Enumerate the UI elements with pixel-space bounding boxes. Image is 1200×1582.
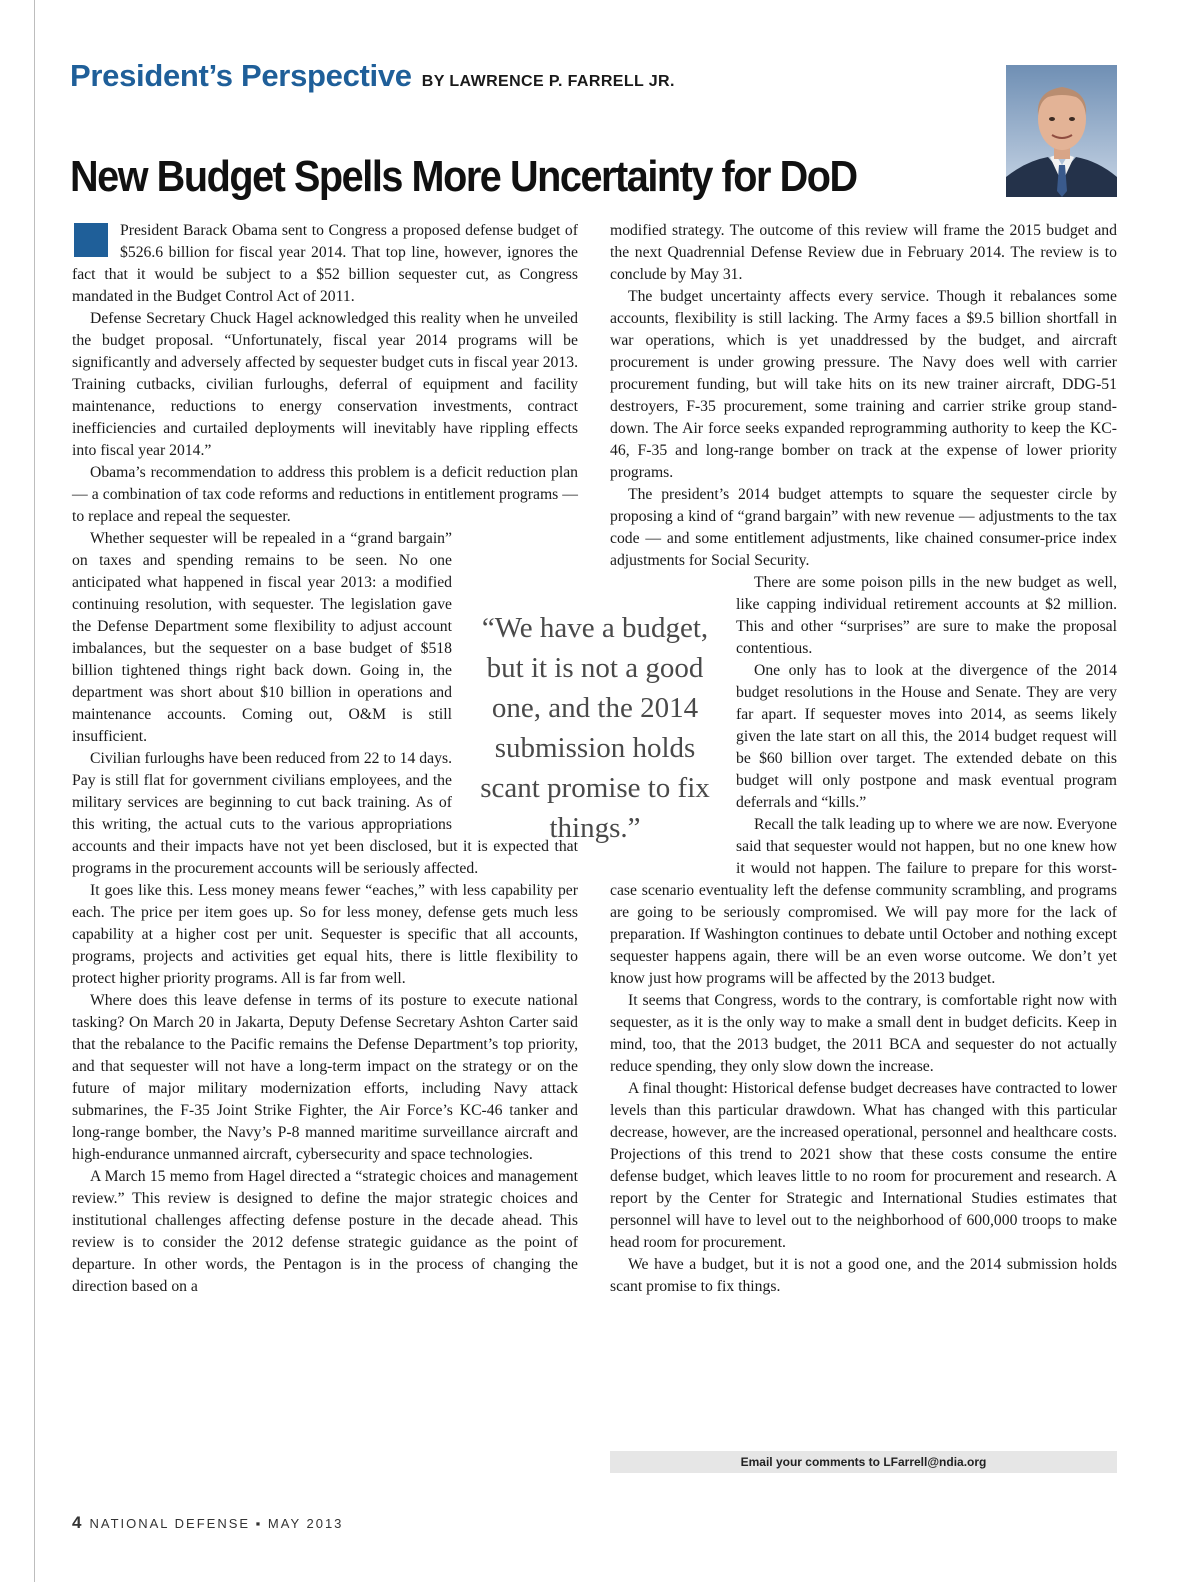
paragraph: Recall the talk leading up to where we are now. Everyone said that sequester would not happen, but no one knew how it would not happen. The failure to prepare for this worst-case scenario eventuality left the defense community scrambling, and programs are going to be seriously compromised. We will pay more for the lack of preparation. If Washington continues to debate until October and nothing except sequester happens again, there will be an even worse outcome. We don’t yet know just how programs will be affected by the 2013 budget. (610, 816, 1117, 987)
paragraph: Where does this leave defense in terms of its posture to execute national tasking? On March 20 in Jakarta, Deputy Defense Secretary Ashton Carter said that the rebalance to the Pacific remains the Defense Department’s top priority, and that sequester will not have a long-term impact on the strategy or on the future of major military modernization efforts, including Navy attack submarines, the F-35 Joint Strike Fighter, the Air Force’s KC-46 tanker and long-range bomber, the Navy’s P-8 manned maritime surveillance aircraft and high-endurance unmanned aircraft, cybersecurity and space technologies. (72, 992, 578, 1163)
author-portrait-image (1006, 65, 1117, 197)
email-link[interactable]: LFarrell@ndia.org (883, 1455, 987, 1469)
email-comments-bar (610, 1451, 1117, 1473)
page-number: 4 (72, 1513, 82, 1532)
author-photo (1006, 65, 1117, 197)
footer-separator: ▪ (255, 1516, 263, 1531)
column-header (70, 58, 675, 94)
paragraph: A final thought: Historical defense budget decreases have contracted to lower levels than this particular drawdown. What has changed with this particular decrease, however, are the increased operational, personnel and healthcare costs. Projections of this trend to 2021 show that these costs consume the entire defense budget, which leaves little to no room for procurement and research. A report by the Center for Strategic and International Studies estimates that personnel will have to level out to the neighborhood of 600,000 troops to make head room for procurement. (610, 1080, 1117, 1251)
paragraph: Civilian furloughs have been reduced from 22 to 14 days. Pay is still flat for government civilians employees, and the military services are beginning to cut back training. As of this writing, the actual cuts to the various appropriations accounts and their impacts have not yet been disclosed, but it is expected that programs in the procurement accounts will be seriously affected. (72, 750, 578, 877)
paragraph: We have a budget, but it is not a good one, and the 2014 submission holds scant promise to fix things. (610, 1256, 1117, 1295)
pull-quote: “We have a budget, but it is not a good one, and the 2014 submission holds scant promise to fix things.” (480, 612, 710, 844)
paragraph: Defense Secretary Chuck Hagel acknowledged this reality when he unveiled the budget proposal. “Unfortunately, fiscal year 2014 programs will be significantly and adversely affected by sequester budget cuts in fiscal year 2013. Training cutbacks, civilian furloughs, deferral of equipment and facility maintenance, reductions to energy conservation investments, contract inefficiencies and curtailed deployments will inevitably have rippling effects into fiscal year 2014.” (72, 310, 578, 459)
drop-cap-square (74, 223, 108, 257)
paragraph: It seems that Congress, words to the contrary, is comfortable right now with sequester, as it is the only way to make a small dent in budget deficits. Keep in mind, too, that the 2013 budget, the 2011 BCA and sequester do not actually reduce spending, they only slow down the increase. (610, 992, 1117, 1075)
issue-date: MAY 2013 (267, 1516, 344, 1531)
paragraph: The president’s 2014 budget attempts to square the sequester circle by proposing a kind of “grand bargain” with new revenue — adjustments to the tax code — and some entitlement adjustments, like chained consumer-price index adjustments for Social Security. (610, 486, 1117, 569)
page-footer (72, 1513, 343, 1533)
paragraph: One only has to look at the divergence of the 2014 budget resolutions in the House and Senate. They are very far apart. If sequester moves into 2014, as seems likely given the late start on all this, the 2014 budget request will be $60 billion over target. The extended debate on this budget will only postpone and mask eventual program deferrals and “kills.” (736, 662, 1117, 811)
paragraph: Obama’s recommendation to address this problem is a deficit reduction plan — a combination of tax code reforms and reductions in entitlement programs — to replace and repeal the sequester. (72, 464, 578, 525)
column-name: President’s Perspective (70, 58, 412, 93)
paragraph: President Barack Obama sent to Congress a proposed defense budget of $526.6 billion for fiscal year 2014. That top line, however, ignores the fact that it would be subject to a $52 billion sequester cut, as Congress mandated in the Budget Control Act of 2011. (72, 222, 578, 305)
paragraph: modified strategy. The outcome of this review will frame the 2015 budget and the next Quadrennial Defense Review due in February 2014. The review is to conclude by May 31. (610, 222, 1117, 283)
publication-name: NATIONAL DEFENSE (89, 1516, 251, 1531)
paragraph: Whether sequester will be repealed in a “grand bargain” on taxes and spending remains to be seen. No one anticipated what happened in fiscal year 2013: a modified continuing resolution, with sequester. The legislation gave the Defense Department some flexibility to adjust account imbalances, but the sequester on a base budget of $518 billion tightened things right back down. Going in, the department was short about $10 billion in operations and maintenance accounts. Coming out, O&M is still insufficient. (72, 530, 452, 745)
paragraph: A March 15 memo from Hagel directed a “strategic choices and management review.” This review is designed to define the major strategic choices and institutional challenges affecting defense posture in the decade ahead. This review is to consider the 2012 defense strategic guidance as the point of departure. In other words, the Pentagon is in the process of changing the direction based on a (72, 1168, 578, 1295)
paragraph: It goes like this. Less money means fewer “eaches,” with less capability per each. The price per item goes up. So for less money, defense gets much less capability at a higher cost per unit. Sequester is specific that all accounts, programs, projects and activities get equal hits, there is little flexibility to protect higher priority programs. All is far from well. (72, 882, 578, 987)
headline: New Budget Spells More Uncertainty for DoD (70, 152, 857, 201)
paragraph: The budget uncertainty affects every service. Though it rebalances some accounts, flexibility is still lacking. The Army faces a $9.5 billion shortfall in war operations, which is yet unaddressed by the budget, and aircraft procurement is under growing pressure. The Navy does well with carrier procurement funding, but will take hits on its new trainer aircraft, DDG-51 destroyers, F-35 procurement, some training and carrier strike group stand-down. The Air force seeks expanded reprogramming authority to keep the KC-46, F-35 and long-range bomber on track at the expense of lower priority programs. (610, 288, 1117, 481)
byline: BY LAWRENCE P. FARRELL JR. (421, 73, 675, 90)
paragraph: There are some poison pills in the new budget as well, like capping individual retirement accounts at $2 million. This and other “surprises” are sure to make the proposal contentious. (736, 574, 1117, 657)
email-prefix: Email your comments to (740, 1455, 884, 1469)
page-margin-rule (34, 0, 35, 1582)
